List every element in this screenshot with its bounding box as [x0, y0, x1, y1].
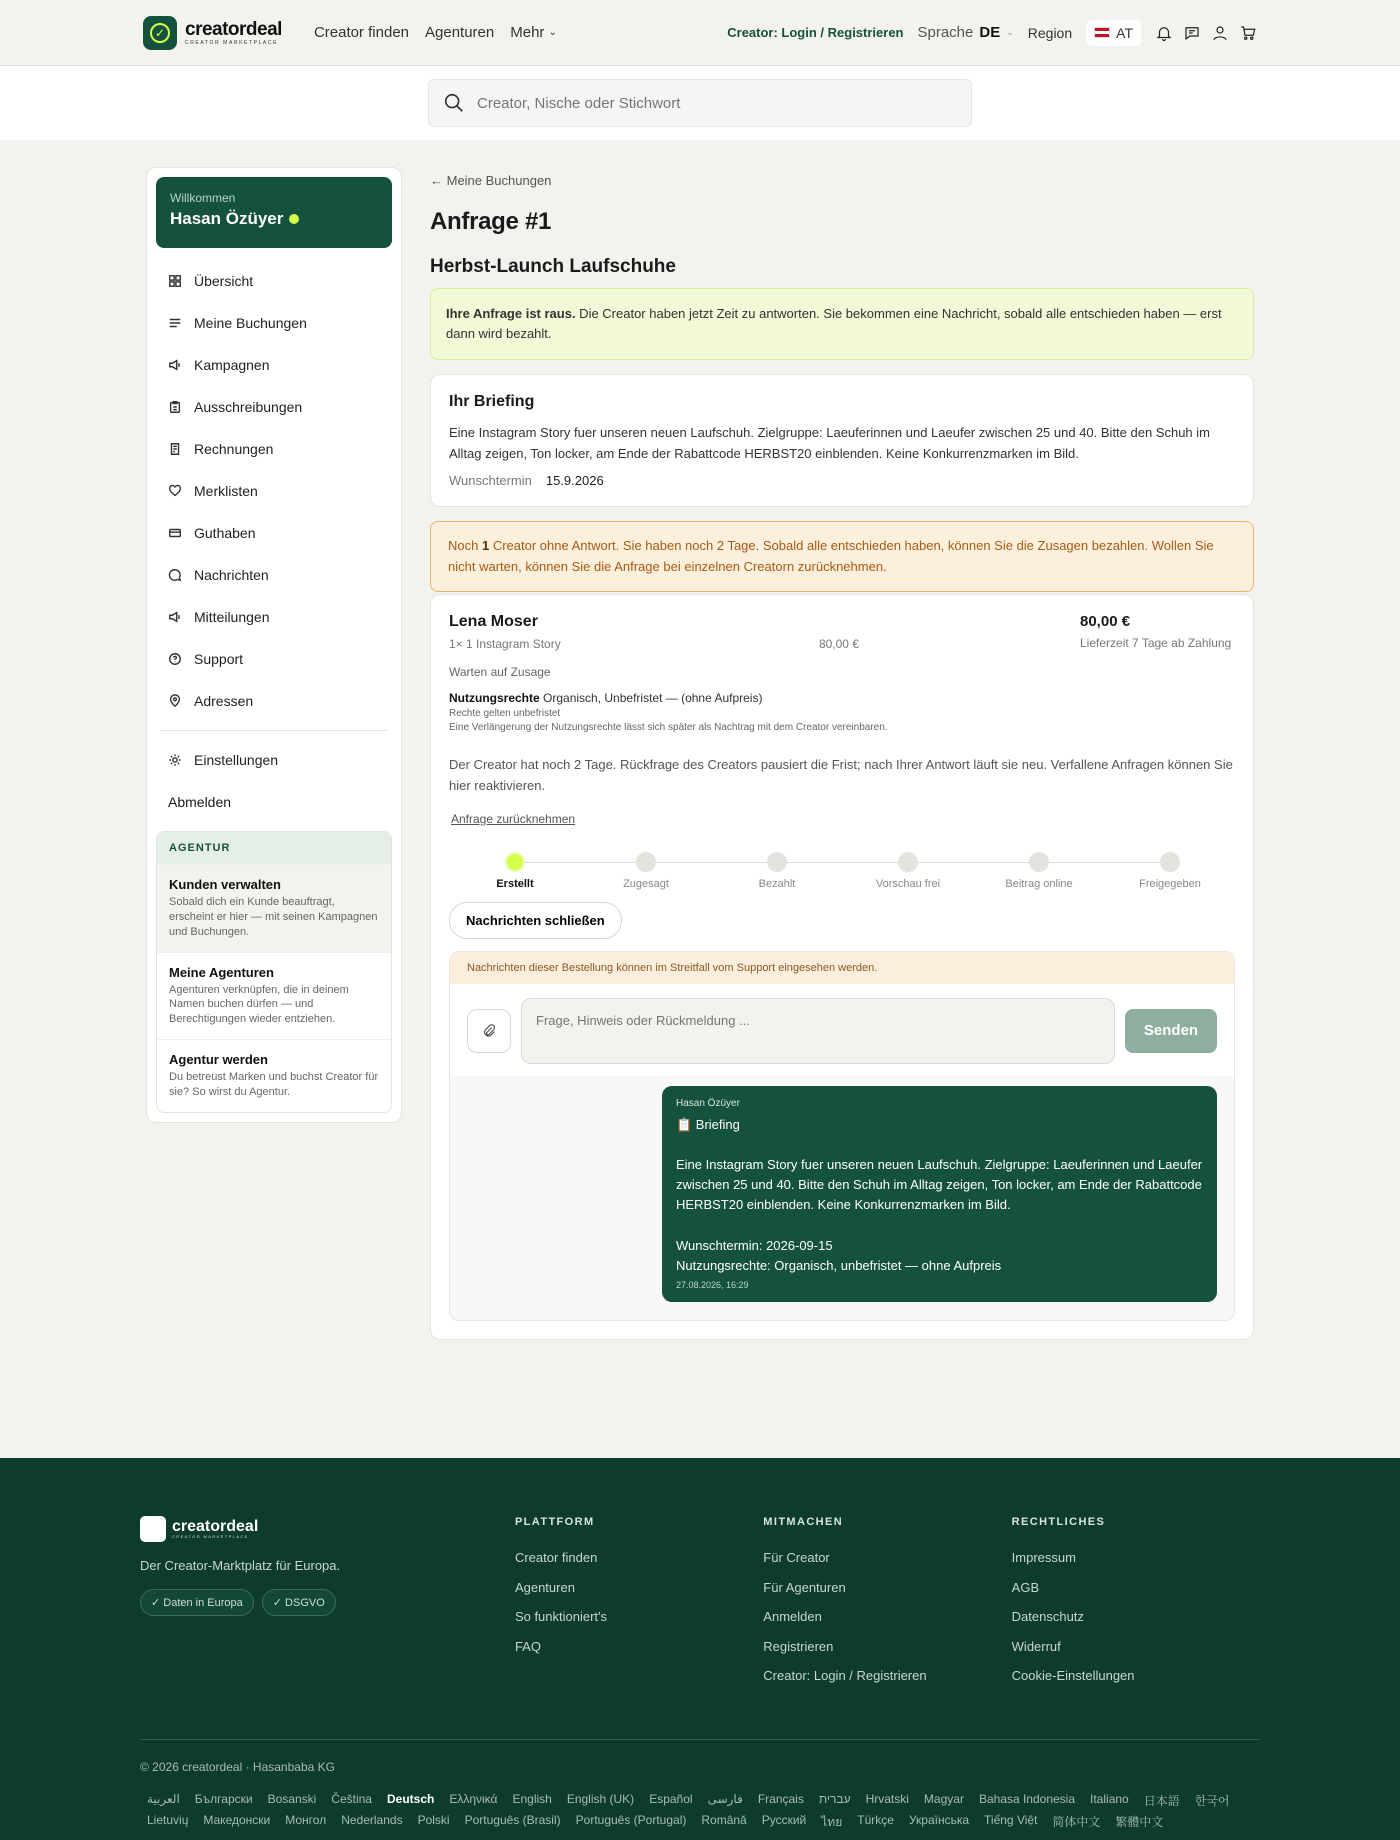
- date-value: 15.9.2026: [545, 472, 604, 488]
- message-time: 27.08.2026, 16:29: [676, 1279, 749, 1290]
- sidebar-item-einstellungen[interactable]: Einstellungen: [156, 739, 392, 781]
- close-messages-button[interactable]: Nachrichten schließen: [449, 902, 622, 939]
- agency-item-kunden[interactable]: Kunden verwalten Sobald dich ein Kunde beauftragt, erscheint er hier — mit seinen Kampagnen und Buchungen.: [157, 864, 391, 952]
- logo-mark: [140, 1516, 166, 1542]
- user-icon[interactable]: [1211, 24, 1229, 42]
- briefing-heading: Ihr Briefing: [449, 393, 535, 411]
- info-alert: Ihre Anfrage ist raus. Die Creator haben jetzt Zeit zu antworten. Sie bekommen eine Nachricht, sobald alle entschieden haben — erst dann wird bezahlt.: [430, 288, 1254, 360]
- creator-name: Lena Moser: [449, 613, 538, 631]
- footer-logo[interactable]: creatordeal CREATOR MARKETPLACE: [140, 1516, 515, 1542]
- footer-link[interactable]: Widerruf: [1011, 1638, 1061, 1654]
- copyright: © 2026 creatordeal · Hasanbaba KG: [140, 1759, 335, 1774]
- creator-login-link[interactable]: Creator: Login / Registrieren: [727, 25, 904, 40]
- sidebar-item-merklisten[interactable]: Merklisten: [156, 470, 392, 512]
- heart-icon: [168, 484, 182, 498]
- megaphone-icon: [168, 610, 182, 624]
- language-selector[interactable]: Sprache DE ⌄: [917, 24, 1014, 41]
- sidebar-menu: [156, 260, 392, 722]
- check-icon: ✓: [150, 23, 170, 43]
- language-list: [140, 1792, 1270, 1832]
- logo-subtitle: CREATOR MARKETPLACE: [185, 39, 279, 46]
- badge-daten-europa: ✓ Daten in Europa: [140, 1589, 254, 1616]
- message-icon: [168, 568, 182, 582]
- logo-mark: [143, 16, 177, 50]
- language-link[interactable]: עברית: [818, 1791, 851, 1806]
- language-link[interactable]: Română: [701, 1812, 747, 1827]
- region-selector[interactable]: AT: [1086, 20, 1141, 46]
- line-item-price: 80,00 €: [818, 637, 859, 652]
- top-nav: [0, 0, 1400, 66]
- search-box: [428, 79, 972, 127]
- welcome-card: Willkommen Hasan Özüyer: [156, 177, 392, 248]
- language-link[interactable]: Български: [194, 1791, 253, 1806]
- main-nav: [314, 24, 557, 41]
- footer-link[interactable]: Impressum: [1011, 1550, 1076, 1565]
- sidebar-item-buchungen[interactable]: Meine Buchungen: [156, 302, 392, 344]
- line-item: 1× 1 Instagram Story: [449, 637, 561, 652]
- sidebar-item-adressen[interactable]: Adressen: [156, 680, 392, 722]
- sidebar-item-ausschreibungen[interactable]: Ausschreibungen: [156, 386, 392, 428]
- message-body: 📋 Briefing Eine Instagram Story fuer unseren neuen Laufschuh. Zielgruppe: Laeuferinnen und Laeufer zwischen 25 und 40. Bitte den Schuh im Alltag zeigen, Ton locker, am Ende der Rabattcode HERBST20 einblenden. Keine Konkurrenzmarken im Bild. Wunschtermin: 2026-09-15 Nutzungsrechte: Organisch, unbefristet — ohne Aufpreis: [676, 1116, 1203, 1273]
- chevron-down-icon: ⌄: [1006, 27, 1014, 37]
- language-link[interactable]: Nederlands: [341, 1812, 403, 1827]
- sidebar-item-nachrichten[interactable]: Nachrichten: [156, 554, 392, 596]
- divider: [160, 730, 388, 731]
- card-icon: [168, 526, 182, 540]
- page-title: Anfrage #1: [430, 208, 552, 235]
- message-list: [450, 1076, 1234, 1320]
- agency-panel: [156, 831, 392, 1113]
- receipt-icon: [168, 442, 182, 456]
- search-band: [0, 66, 1400, 140]
- megaphone-icon: [168, 358, 182, 372]
- language-link[interactable]: Magyar: [923, 1791, 964, 1806]
- account-sidebar: [146, 167, 402, 1123]
- clipboard-icon: [168, 400, 182, 414]
- gear-icon: [168, 753, 182, 767]
- language-link[interactable]: English (UK): [566, 1791, 635, 1806]
- agency-item-meine-agenturen[interactable]: Meine Agenturen Agenturen verknüpfen, die in deinem Namen buchen dürfen — und Berechtigungen wieder entziehen.: [157, 952, 391, 1040]
- footer-col-mitmachen: MITMACHEN Für Creator Für Agenturen Anmelden Registrieren Creator: Login / Registrieren: [763, 1514, 1011, 1698]
- sidebar-item-uebersicht[interactable]: Übersicht: [156, 260, 392, 302]
- site-footer: [0, 1458, 1400, 1840]
- footer-link[interactable]: Für Creator: [763, 1550, 830, 1565]
- message-bubble: [662, 1086, 1217, 1302]
- warning-alert: Noch 1 Creator ohne Antwort. Sie haben noch 2 Tage. Sobald alle entschieden haben, können Sie die Zusagen bezahlen. Wollen Sie nicht warten, können Sie die Anfrage bei einzelnen Creatorn zurücknehmen.: [430, 521, 1254, 593]
- language-link[interactable]: Tiếng Việt: [984, 1812, 1038, 1827]
- nav-mehr[interactable]: Mehr ⌄: [510, 24, 557, 41]
- search-icon: [443, 92, 465, 114]
- step-vorschau: Vorschau frei: [848, 852, 968, 890]
- chat-icon[interactable]: [1183, 24, 1201, 42]
- message-author: Hasan Özüyer: [676, 1097, 740, 1109]
- language-link[interactable]: Português (Brasil): [464, 1812, 561, 1827]
- bell-icon[interactable]: [1155, 24, 1173, 42]
- step-beitrag-online: Beitrag online: [979, 852, 1099, 890]
- footer-link[interactable]: Creator finden: [514, 1550, 598, 1565]
- step-freigegeben: Freigegeben: [1110, 852, 1230, 890]
- date-label: Wunschtermin: [449, 472, 532, 488]
- language-link[interactable]: Deutsch: [386, 1791, 435, 1806]
- grid-icon: [168, 274, 182, 288]
- verified-icon: [289, 214, 299, 224]
- delivery-time: Lieferzeit 7 Tage ab Zahlung: [1080, 636, 1232, 651]
- chat-panel: [449, 951, 1235, 1321]
- step-zugesagt: Zugesagt: [586, 852, 706, 890]
- region-label: Region: [1027, 24, 1073, 41]
- withdraw-request-link[interactable]: Anfrage zurücknehmen: [451, 811, 576, 826]
- footer-link[interactable]: Datenschutz: [1011, 1609, 1084, 1624]
- language-link[interactable]: 简体中文: [1052, 1814, 1101, 1829]
- creator-request-card: Lena Moser 1× 1 Instagram Story 80,00 € 80,00 € Lieferzeit 7 Tage ab Zahlung Warten auf Zusage Nutzungsrechte Organisch, Unbefristet — (ohne Aufpreis) Rechte gelten unbefristet Eine Verlängerung der Nutzungsrechte lässt sich später als Nachtrag mit dem Creator vereinbaren. Der Creator hat noch 2 Tage. Rückfrage des Creators pausiert die Frist; nach Ihrer Antwort läuft sie neu. Verfallene Anfragen können Sie hier reaktivieren. Anfrage zurücknehmen Erstellt Zugesagt Bezahlt Vorschau frei Beitrag online Freigegeben Nachrichten schließen Nachrichten dieser Bestellung können im Streitfall vom Support eingesehen werden. Frage, Hinweis oder Rückmeldung ... Senden Hasan Özüyer 📋 Briefing Eine Instagram Story fuer unseren neuen Laufschuh. Zielgruppe: Laeuferinnen und Laeufer zwischen 25 und 40. Bitte den Schuh im Alltag zeigen, Ton locker, am Ende der Rabattcode HERBST20 einblenden. Keine Konkurrenzmarken im Bild. Wunschtermin: 2026-09-15 Nutzungsrechte: Organisch, unbefristet — ohne Aufpreis 27.08.2026, 16:29: [430, 594, 1254, 1339]
- campaign-title: Herbst-Launch Laufschuhe: [430, 256, 676, 277]
- list-icon: [168, 316, 182, 330]
- message-input[interactable]: [521, 998, 1115, 1064]
- deadline-note: Der Creator hat noch 2 Tage. Rückfrage des Creators pausiert die Frist; nach Ihrer Antwort läuft sie neu. Verfallene Anfragen können Sie hier reaktivieren.: [449, 757, 1233, 793]
- language-link[interactable]: فارسی: [707, 1791, 743, 1806]
- footer-link[interactable]: Registrieren: [763, 1638, 834, 1654]
- footer-link[interactable]: Creator: Login / Registrieren: [763, 1668, 927, 1683]
- language-link[interactable]: 한국어: [1194, 1793, 1230, 1808]
- sidebar-item-rechnungen[interactable]: Rechnungen: [156, 428, 392, 470]
- search-input[interactable]: [477, 95, 957, 112]
- footer-link[interactable]: Für Agenturen: [763, 1579, 846, 1595]
- language-link[interactable]: Lietuvių: [147, 1812, 189, 1827]
- badge-dsgvo: ✓ DSGVO: [262, 1589, 336, 1616]
- sidebar-item-kampagnen[interactable]: Kampagnen: [156, 344, 392, 386]
- footer-col-plattform: PLATTFORM Creator finden Agenturen So funktioniert's FAQ: [515, 1514, 763, 1698]
- nav-agenturen[interactable]: Agenturen: [425, 24, 495, 41]
- sidebar-item-mitteilungen[interactable]: Mitteilungen: [156, 596, 392, 638]
- footer-tagline: Der Creator-Marktplatz für Europa.: [140, 1558, 341, 1573]
- language-link[interactable]: English: [512, 1791, 552, 1806]
- logout-button[interactable]: Abmelden: [168, 794, 232, 810]
- language-link[interactable]: Македонски: [203, 1812, 271, 1827]
- footer-link[interactable]: AGB: [1011, 1579, 1040, 1595]
- footer-col-rechtliches: RECHTLICHES Impressum AGB Datenschutz Widerruf Cookie-Einstellungen: [1012, 1514, 1260, 1698]
- language-link[interactable]: 日本語: [1143, 1793, 1180, 1808]
- agency-item-agentur-werden[interactable]: Agentur werden Du betreust Marken und buchst Creator für sie? So wirst du Agentur.: [157, 1039, 391, 1112]
- footer-link[interactable]: Agenturen: [514, 1579, 575, 1595]
- footer-link[interactable]: FAQ: [514, 1638, 541, 1654]
- attach-button[interactable]: [467, 1009, 511, 1053]
- help-icon: [168, 652, 182, 666]
- language-link[interactable]: ไทย: [821, 1814, 843, 1829]
- logo[interactable]: [143, 16, 282, 50]
- chat-warning: Nachrichten dieser Bestellung können im Streitfall vom Support eingesehen werden.: [450, 952, 1234, 984]
- send-button[interactable]: Senden: [1125, 1009, 1217, 1053]
- total-price: 80,00 €: [1080, 613, 1131, 631]
- language-link[interactable]: Ελληνικά: [449, 1791, 498, 1806]
- pin-icon: [168, 694, 182, 708]
- language-link[interactable]: العربية: [147, 1791, 180, 1806]
- sidebar-item-guthaben[interactable]: Guthaben: [156, 512, 392, 554]
- logo-name: creatordeal: [185, 18, 282, 40]
- progress-stepper: [449, 852, 1235, 902]
- language-link[interactable]: Español: [649, 1791, 693, 1806]
- language-link[interactable]: Hrvatski: [865, 1791, 909, 1806]
- nav-creator-finden[interactable]: Creator finden: [313, 24, 410, 41]
- cart-icon[interactable]: [1239, 24, 1257, 42]
- language-link[interactable]: Português (Portugal): [575, 1812, 687, 1827]
- rights-value: Organisch, Unbefristet — (ohne Aufpreis): [539, 691, 763, 706]
- briefing-text: Eine Instagram Story fuer unseren neuen Laufschuh. Zielgruppe: Laeuferinnen und Laeufer zwischen 25 und 40. Bitte den Schuh im Alltag zeigen, Ton locker, am Ende der Rabattcode HERBST20 einblenden. Keine Konkurrenzmarken im Bild.: [449, 425, 1210, 462]
- language-link[interactable]: Türkçe: [857, 1812, 894, 1827]
- footer-link[interactable]: So funktioniert's: [514, 1609, 608, 1624]
- footer-link[interactable]: Cookie-Einstellungen: [1011, 1668, 1135, 1683]
- step-bezahlt: Bezahlt: [717, 852, 837, 890]
- back-link[interactable]: ← Meine Buchungen: [430, 173, 552, 188]
- sidebar-item-support[interactable]: Support: [156, 638, 392, 680]
- rights-label: Nutzungsrechte: [449, 691, 540, 706]
- language-link[interactable]: Polski: [417, 1812, 450, 1827]
- language-link[interactable]: Монгол: [285, 1812, 327, 1827]
- chevron-down-icon: ⌄: [548, 27, 557, 38]
- language-link[interactable]: Bosanski: [267, 1791, 317, 1806]
- agency-heading: AGENTUR: [157, 832, 391, 864]
- paperclip-icon: [481, 1023, 497, 1039]
- language-link[interactable]: Italiano: [1090, 1791, 1129, 1806]
- language-link[interactable]: Русский: [761, 1812, 807, 1827]
- language-link[interactable]: Čeština: [331, 1791, 372, 1806]
- user-name: Hasan Özüyer: [170, 209, 284, 228]
- austria-flag-icon: [1094, 27, 1110, 38]
- step-erstellt: Erstellt: [455, 852, 575, 890]
- language-link[interactable]: Українська: [908, 1812, 970, 1827]
- booking-detail: [430, 167, 1254, 1340]
- briefing-card: [430, 374, 1254, 507]
- language-link[interactable]: Français: [757, 1791, 804, 1806]
- language-link[interactable]: Bahasa Indonesia: [978, 1791, 1076, 1806]
- language-link[interactable]: 繁體中文: [1115, 1814, 1164, 1829]
- status-text: Warten auf Zusage: [449, 665, 551, 680]
- footer-link[interactable]: Anmelden: [763, 1609, 822, 1624]
